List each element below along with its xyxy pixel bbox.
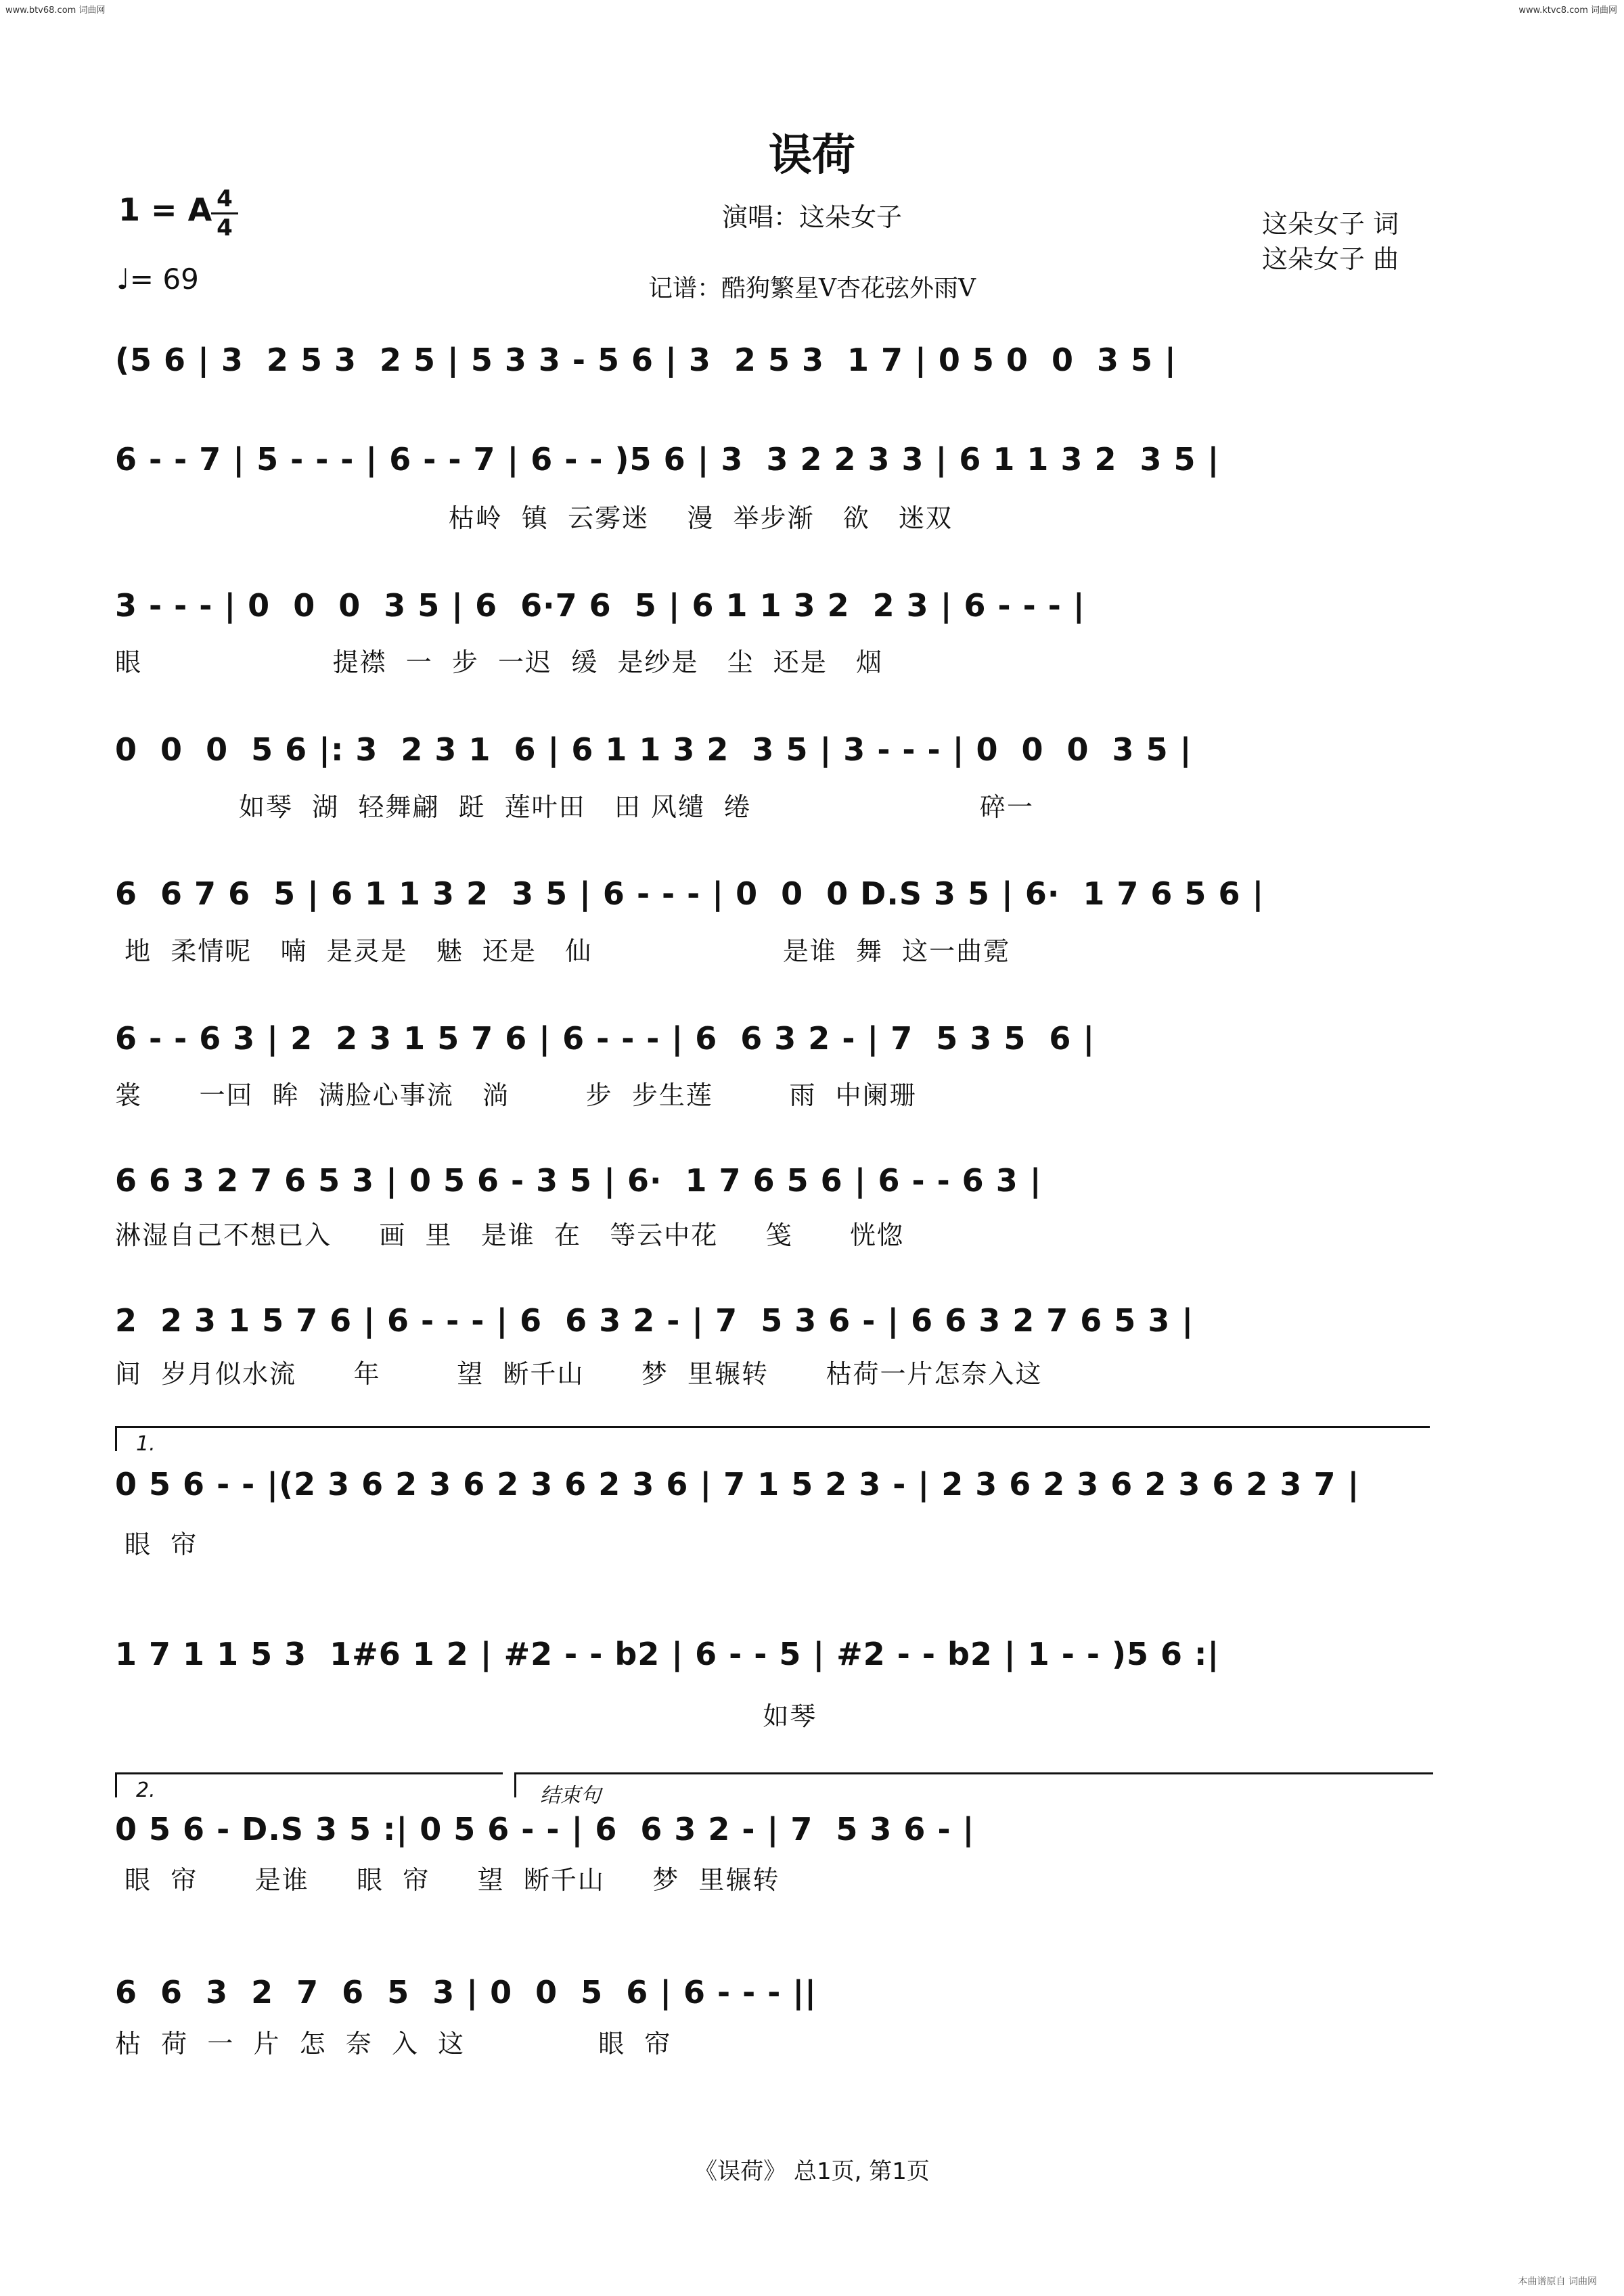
watermark-right: www.ktvc8.com 词曲网 <box>1518 5 1617 16</box>
lyrics-row: 枯岭 镇 云雾迷 漫 举步渐 欲 迷双 <box>115 503 953 533</box>
notation-row: 3 - - - | 0 0 0 3 5 | 6 6·7 6 5 | 6 1 1 3 2 2 3 | 6 - - - | <box>115 587 1085 624</box>
watermark-bottom: 本曲谱原自 词曲网 <box>1518 2276 1597 2287</box>
singer-credit: 演唱：这朵女子 <box>721 202 902 232</box>
ending-2-label: 2. <box>136 1778 156 1802</box>
key-signature: 1 = A <box>118 191 212 228</box>
song-title: 误荷 <box>769 131 855 181</box>
notation-row: (5 6 | 3 2 5 3 2 5 | 5 3 3 - 5 6 | 3 2 5 3 1 7 | 0 5 0 0 3 5 | <box>115 342 1177 378</box>
notation-row: 2 2 3 1 5 7 6 | 6 - - - | 6 6 3 2 - | 7 5 3 6 - | 6 6 3 2 7 6 5 3 | <box>115 1302 1194 1339</box>
notation-row: 6 - - 6 3 | 2 2 3 1 5 7 6 | 6 - - - | 6 6 3 2 - | 7 5 3 5 6 | <box>115 1020 1096 1057</box>
tempo-marking: ♩= 69 <box>116 262 199 296</box>
ending-phrase-bracket <box>514 1772 1433 1808</box>
lyrics-row: 枯 荷 一 片 怎 奈 入 这 眼 帘 <box>115 2029 672 2059</box>
ending-phrase-label: 结束句 <box>540 1784 601 1808</box>
lyrics-row: 如琴 湖 轻舞翩 跹 莲叶田 田 风缱 绻 碎一 <box>115 792 1035 822</box>
notation-row: 6 6 3 2 7 6 5 3 | 0 5 6 - 3 5 | 6· 1 7 6 5 6 | 6 - - 6 3 | <box>115 1162 1042 1199</box>
watermark-left: www.btv68.com 词曲网 <box>5 5 106 16</box>
ending-1-label: 1. <box>136 1432 156 1456</box>
composer-credit: 这朵女子 曲 <box>1262 244 1399 274</box>
ending-2-bracket <box>115 1772 503 1802</box>
lyrics-row: 眼 帘 是谁 眼 帘 望 断千山 梦 里辗转 <box>115 1865 780 1895</box>
page-footer: 《误荷》 总1页, 第1页 <box>694 2158 930 2185</box>
lyrics-row: 如琴 <box>115 1701 817 1731</box>
notation-row: 0 0 0 5 6 |: 3 2 3 1 6 | 6 1 1 3 2 3 5 | 3 - - - | 0 0 0 3 5 | <box>115 731 1192 768</box>
lyrics-row: 裳 一回 眸 满脸心事流 淌 步 步生莲 雨 中阑珊 <box>115 1080 917 1110</box>
lyrics-row: 地 柔情呢 喃 是灵是 魅 还是 仙 是谁 舞 这一曲霓 <box>115 936 1011 966</box>
lyrics-row: 淋湿自己不想已入 画 里 是谁 在 等云中花 笺 恍惚 <box>115 1220 905 1250</box>
lyrics-row: 眼 提襟 一 步 一迟 缓 是纱是 尘 还是 烟 <box>115 647 884 677</box>
notation-row: 0 5 6 - D.S 3 5 :| 0 5 6 - - | 6 6 3 2 - | 7 5 3 6 - | <box>115 1811 975 1847</box>
lyrics-row: 眼 帘 <box>115 1530 198 1559</box>
time-signature-top: 4 <box>217 185 233 212</box>
time-signature-bottom: 4 <box>217 214 233 242</box>
ending-1-bracket <box>115 1426 1430 1456</box>
notation-row: 6 6 7 6 5 | 6 1 1 3 2 3 5 | 6 - - - | 0 0 0 D.S 3 5 | 6· 1 7 6 5 6 | <box>115 875 1265 912</box>
lyricist-credit: 这朵女子 词 <box>1262 209 1399 239</box>
lyrics-row: 间 岁月似水流 年 望 断千山 梦 里辗转 枯荷一片怎奈入这 <box>115 1359 1043 1389</box>
transcriber-credit: 记谱：酷狗繁星V杏花弦外雨V <box>648 275 976 302</box>
notation-row: 1 7 1 1 5 3 1#6 1 2 | #2 - - b2 | 6 - - 5 | #2 - - b2 | 1 - - )5 6 :| <box>115 1636 1220 1672</box>
notation-row: 0 5 6 - - |(2 3 6 2 3 6 2 3 6 2 3 6 | 7 1 5 2 3 - | 2 3 6 2 3 6 2 3 6 2 3 7 | <box>115 1466 1360 1502</box>
notation-row: 6 6 3 2 7 6 5 3 | 0 0 5 6 | 6 - - - || <box>115 1974 817 2011</box>
notation-row: 6 - - 7 | 5 - - - | 6 - - 7 | 6 - - )5 6 | 3 3 2 2 3 3 | 6 1 1 3 2 3 5 | <box>115 441 1220 478</box>
